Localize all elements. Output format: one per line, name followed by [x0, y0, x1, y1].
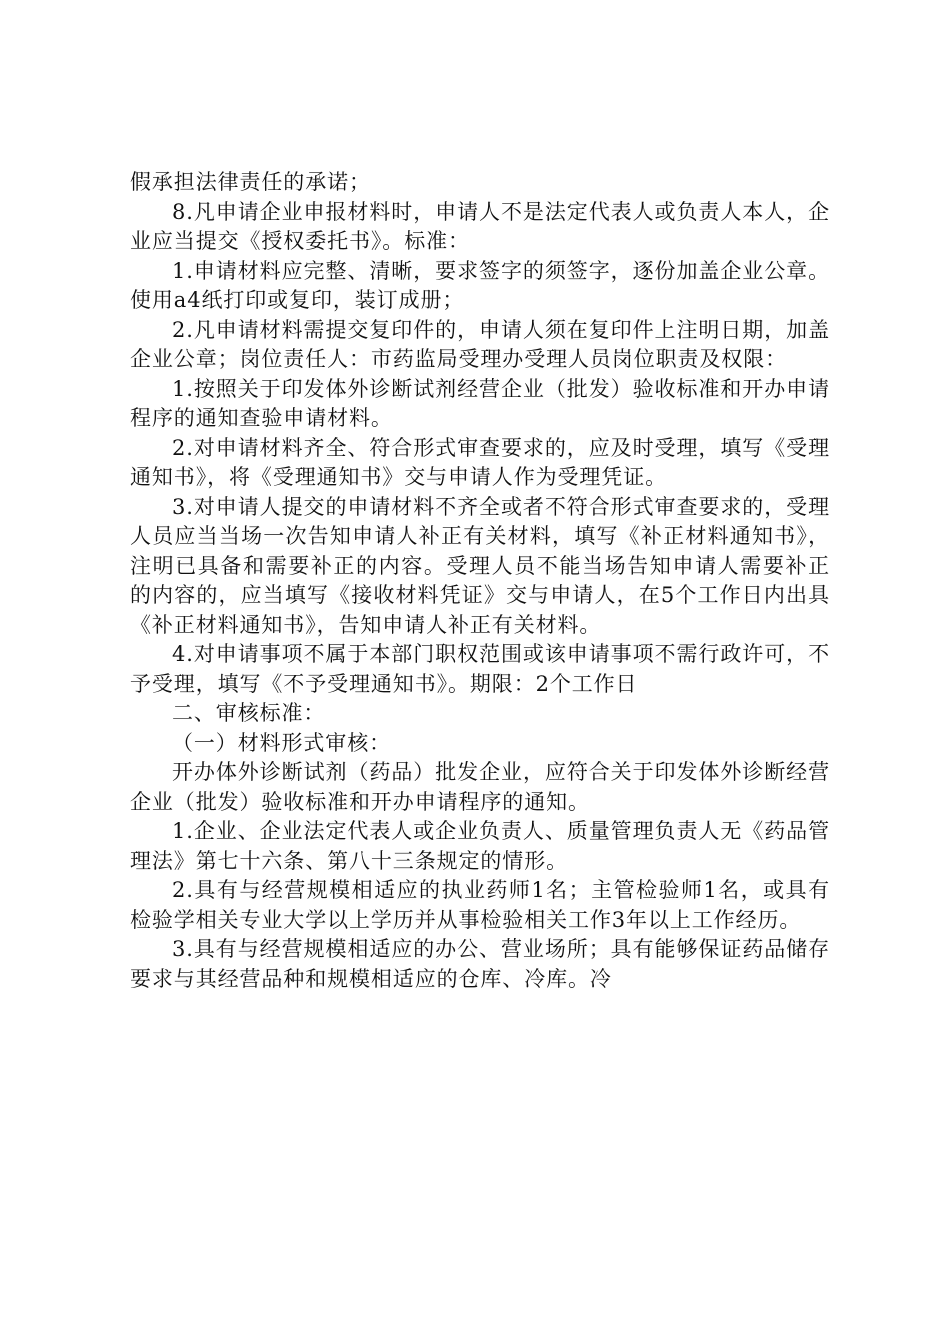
paragraph-3: 1.申请材料应完整、清晰，要求签字的须签字，逐份加盖企业公章。使用a4纸打印或复印，装订成册； — [130, 258, 830, 312]
paragraph-1: 假承担法律责任的承诺； — [130, 170, 371, 194]
paragraph-2: 8.凡申请企业申报材料时，申请人不是法定代表人或负责人本人，企业应当提交《授权委托书》。标准： — [130, 199, 830, 253]
paragraph-12: 1.企业、企业法定代表人或企业负责人、质量管理负责人无《药品管理法》第七十六条、第八十三条规定的情形。 — [130, 819, 830, 873]
paragraph-11: 开办体外诊断试剂（药品）批发企业，应符合关于印发体外诊断经营企业（批发）验收标准和开办申请程序的通知。 — [130, 760, 830, 814]
paragraph-7: 3.对申请人提交的申请材料不齐全或者不符合形式审查要求的，受理人员应当当场一次告知申请人补正有关材料，填写《补正材料通知书》，注明已具备和需要补正的内容。受理人员不能当场告知申请人需要补正的内容的，应当填写《接收材料凭证》交与申请人，在5个工作日内出具《补正材料通知书》，告知申请人补正有关材料。 — [130, 494, 830, 637]
paragraph-14: 3.具有与经营规模相适应的办公、营业场所；具有能够保证药品储存要求与其经营品种和规模相适应的仓库、冷库。冷 — [130, 937, 830, 991]
paragraph-5: 1.按照关于印发体外诊断试剂经营企业（批发）验收标准和开办申请程序的通知查验申请材料。 — [130, 376, 830, 430]
paragraph-13: 2.具有与经营规模相适应的执业药师1名；主管检验师1名，或具有检验学相关专业大学以上学历并从事检验相关工作3年以上工作经历。 — [130, 878, 830, 932]
document-body — [130, 168, 830, 994]
paragraph-8: 4.对申请事项不属于本部门职权范围或该申请事项不需行政许可，不予受理，填写《不予受理通知书》。期限：2个工作日 — [130, 642, 830, 696]
subsection-heading-material-review: （一）材料形式审核： — [172, 730, 391, 755]
paragraph-4: 2.凡申请材料需提交复印件的，申请人须在复印件上注明日期，加盖企业公章；岗位责任人：市药监局受理办受理人员岗位职责及权限： — [130, 317, 830, 371]
paragraph-6: 2.对申请材料齐全、符合形式审查要求的，应及时受理，填写《受理通知书》，将《受理通知书》交与申请人作为受理凭证。 — [130, 435, 830, 489]
section-heading-review-standards: 二、审核标准： — [172, 701, 326, 725]
